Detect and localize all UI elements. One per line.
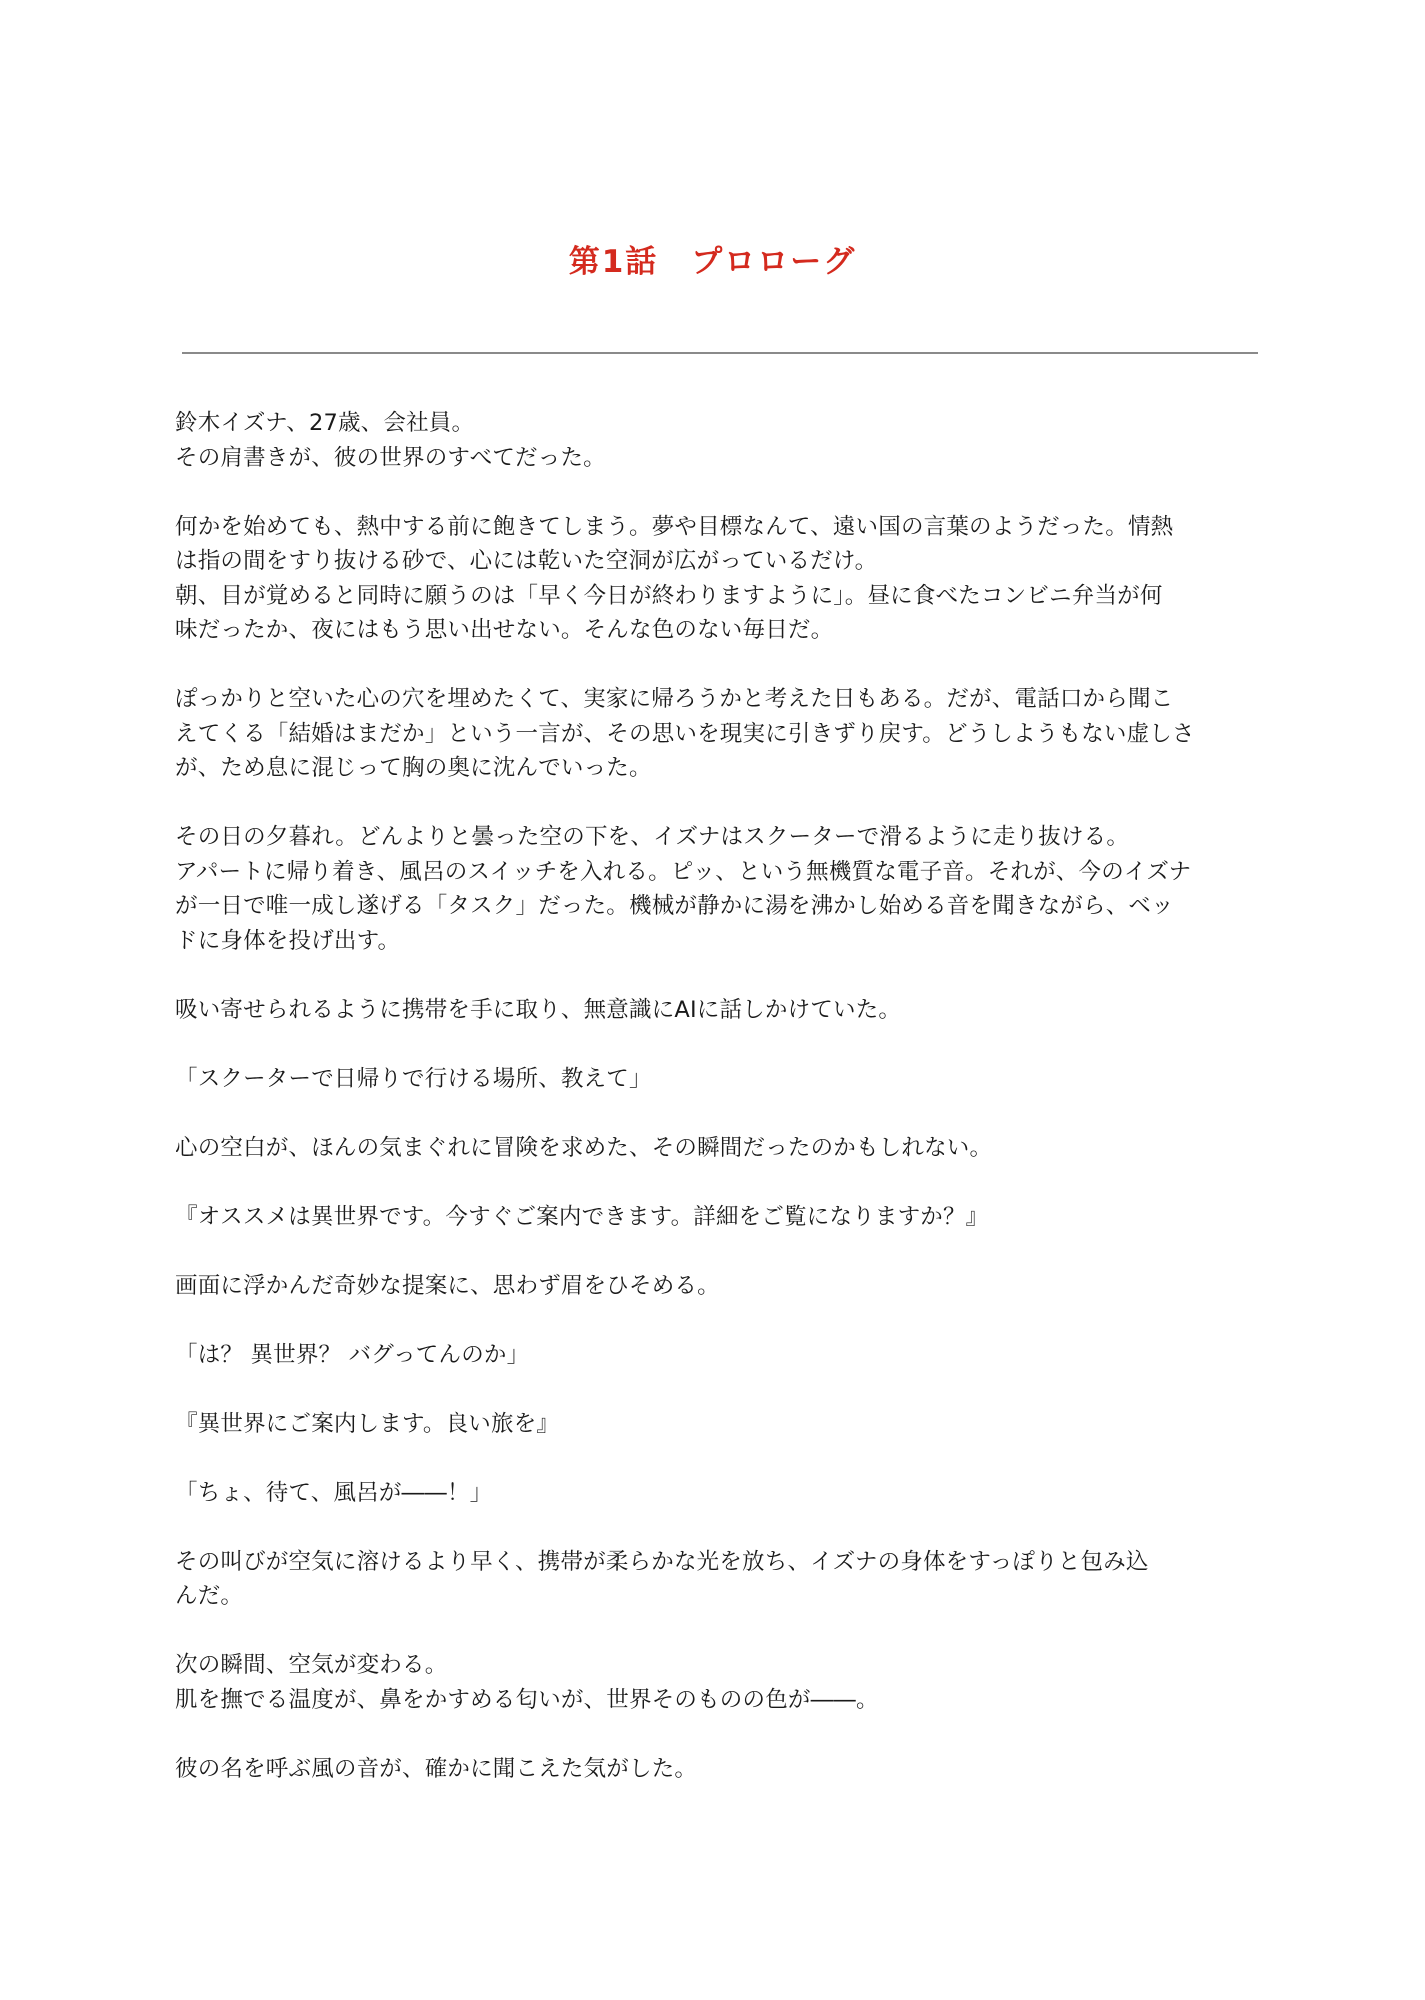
text-line: 画面に浮かんだ奇妙な提案に、思わず眉をひそめる。 <box>175 1272 720 1299</box>
text-line: ぽっかりと空いた心の穴を埋めたくて、実家に帰ろうかと考えた日もある。だが、電話口から聞こ <box>175 686 1174 712</box>
text-line: その日の夕暮れ。どんよりと曇った空の下を、イズナはスクーターで滑るように走り抜ける。 <box>175 824 1130 850</box>
text-line: は指の間をすり抜ける砂で、心には乾いた空洞が広がっているだけ。 <box>175 548 878 574</box>
paragraph <box>175 1269 1265 1304</box>
paragraph <box>175 406 1265 475</box>
text-line: が一日で唯一成し遂げる「タスク」だった。機械が静かに湯を沸かし始める音を聞きながら、ベッ <box>175 893 1174 919</box>
text-line: 次の瞬間、空気が変わる。 <box>175 1652 448 1678</box>
text-line: 味だったか、夜にはもう思い出せない。そんな色のない毎日だ。 <box>175 617 834 643</box>
text-line: 『オススメは異世界です。今すぐご案内できます。詳細をご覧になりますか？』 <box>175 1203 989 1230</box>
paragraph <box>175 1062 1265 1097</box>
text-line: んだ。 <box>175 1583 244 1609</box>
text-line: 「ちょ、待て、風呂が――！」 <box>175 1479 493 1506</box>
text-line: ドに身体を投げ出す。 <box>175 927 401 954</box>
text-line: その叫びが空気に溶けるより早く、携帯が柔らかな光を放ち、イズナの身体をすっぽりと包み込 <box>175 1548 1149 1575</box>
paragraph <box>175 820 1265 958</box>
text-line: えてくる「結婚はまだか」という一言が、その思いを現実に引きずり戻す。どうしようもない虚しさ <box>175 720 1195 747</box>
text-line: 「は？ 異世界？ バグってんのか」 <box>175 1341 530 1368</box>
paragraph <box>175 1752 1265 1787</box>
paragraph <box>175 510 1265 648</box>
paragraph <box>175 1545 1265 1614</box>
paragraph <box>175 682 1265 786</box>
paragraph <box>175 1476 1265 1511</box>
text-line: 心の空白が、ほんの気まぐれに冒険を求めた、その瞬間だったのかもしれない。 <box>175 1134 993 1161</box>
chapter-title: 第1話 プロローグ <box>568 244 857 280</box>
paragraph <box>175 1648 1265 1717</box>
text-line: 『異世界にご案内します。良い旅を』 <box>175 1410 560 1437</box>
paragraph <box>175 1131 1265 1166</box>
paragraph <box>175 1338 1265 1373</box>
text-line: 朝、目が覚めると同時に願うのは「早く今日が終わりますように」。昼に食べたコンビニ弁当が何 <box>175 582 1163 609</box>
text-line: 肌を撫でる温度が、鼻をかすめる匂いが、世界そのものの色が――。 <box>175 1686 879 1713</box>
text-line: 鈴木イズナ、27歳、会社員。 <box>175 410 475 436</box>
text-line: 吸い寄せられるように携帯を手に取り、無意識にAIに話しかけていた。 <box>175 996 902 1023</box>
paragraph <box>175 1200 1265 1235</box>
text-line: 彼の名を呼ぶ風の音が、確かに聞こえた気がした。 <box>175 1755 698 1782</box>
text-line: が、ため息に混じって胸の奥に沈んでいった。 <box>175 755 652 781</box>
text-line: その肩書きが、彼の世界のすべてだった。 <box>175 444 606 471</box>
text-line: アパートに帰り着き、風呂のスイッチを入れる。ピッ、という無機質な電子音。それが、今のイズナ <box>175 858 1192 885</box>
paragraph <box>175 993 1265 1028</box>
paragraph <box>175 1407 1265 1442</box>
title-divider <box>182 352 1258 354</box>
text-line: 「スクーターで日帰りで行ける場所、教えて」 <box>175 1065 652 1092</box>
text-line: 何かを始めても、熱中する前に飽きてしまう。夢や目標なんて、遠い国の言葉のようだった。情熱 <box>175 513 1174 540</box>
document-body <box>175 406 1265 1821</box>
